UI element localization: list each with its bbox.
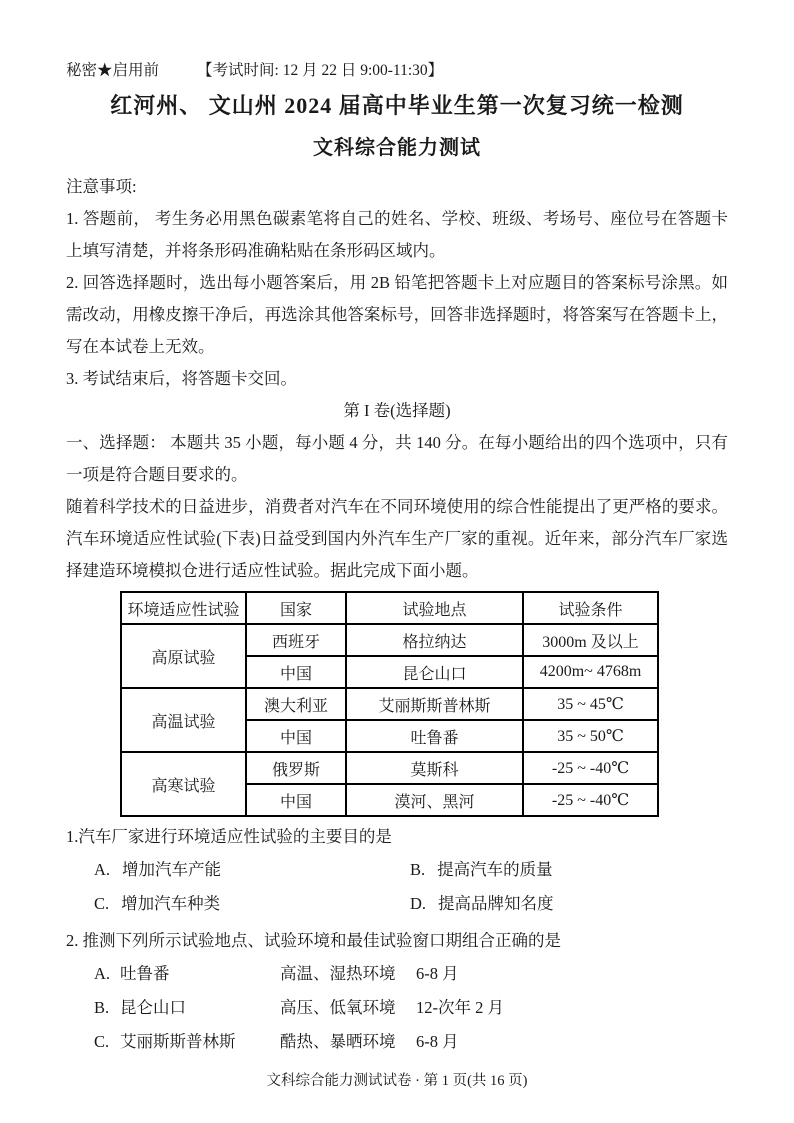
notice-item-3: 3. 考试结束后，将答题卡交回。: [66, 369, 297, 388]
option-window: 6-8 月: [416, 964, 459, 983]
test-type-cell: 高寒试验: [121, 752, 246, 816]
notice-heading: 注意事项:: [66, 177, 137, 196]
page-footer: 文科综合能力测试试卷 · 第 1 页(共 16 页): [266, 1073, 528, 1089]
option-environment: 酷热、暴晒环境: [280, 1032, 396, 1051]
location-cell: 昆仑山口: [346, 656, 523, 688]
notice-item-2: 2. 回答选择题时，选出每小题答案后，用 2B 铅笔把答题卡上对应题目的答案标号涂黑。如需改动，用橡皮擦干净后，再选涂其他答案标号，回答非选择题时，将答案写在答题卡上，写在本试卷上无效。: [66, 273, 728, 356]
question-1-stem: 1.汽车厂家进行环境适应性试验的主要目的是: [66, 827, 392, 846]
table-header-location: 试验地点: [346, 592, 523, 624]
location-cell: 吐鲁番: [346, 720, 523, 752]
option-label: B.: [410, 860, 426, 879]
condition-cell: 35 ~ 50℃: [523, 720, 658, 752]
table-header-row: [121, 592, 658, 624]
location-cell: 莫斯科: [346, 752, 523, 784]
option-window: 12-次年 2 月: [416, 998, 504, 1017]
option-window: 6-8 月: [416, 1032, 459, 1051]
table-header-test: 环境适应性试验: [121, 592, 246, 624]
option-b: [410, 853, 728, 887]
table-header-country: 国家: [246, 592, 346, 624]
condition-cell: 3000m 及以上: [523, 624, 658, 656]
question-2-options: [94, 957, 728, 1059]
table-header-condition: 试验条件: [523, 592, 658, 624]
section-intro: 一、选择题： 本题共 35 小题，每小题 4 分，共 140 分。在每小题给出的四个选项中，只有一项是符合题目要求的。: [66, 433, 728, 484]
location-cell: 艾丽斯斯普林斯: [346, 688, 523, 720]
question-2-stem: 2. 推测下列所示试验地点、试验环境和最佳试验窗口期组合正确的是: [66, 931, 561, 950]
option-label: C.: [94, 894, 110, 913]
option-place: 吐鲁番: [120, 964, 170, 983]
exam-time-label: 【考试时间: 12 月 22 日 9:00-11:30】: [197, 62, 444, 79]
section-title: 第 I 卷(选择题): [343, 401, 451, 420]
option-label: C.: [94, 1032, 110, 1051]
page-header: [66, 58, 728, 82]
test-type-cell: 高温试验: [121, 688, 246, 752]
option-place: 艾丽斯斯普林斯: [120, 1032, 236, 1051]
condition-cell: -25 ~ -40℃: [523, 752, 658, 784]
condition-cell: 35 ~ 45℃: [523, 688, 658, 720]
country-cell: 中国: [246, 720, 346, 752]
country-cell: 西班牙: [246, 624, 346, 656]
option-environment: 高压、低氧环境: [280, 998, 396, 1017]
notice-item-1: 1. 答题前， 考生务必用黑色碳素笔将自己的姓名、学校、班级、考场号、座位号在答题卡上填写清楚，并将条形码准确粘贴在条形码区域内。: [66, 209, 728, 260]
option-c: [94, 887, 410, 921]
country-cell: 澳大利亚: [246, 688, 346, 720]
country-cell: 俄罗斯: [246, 752, 346, 784]
option-text: 提高品牌知名度: [438, 894, 554, 913]
table-row: [121, 752, 658, 784]
experiment-table: [120, 591, 659, 817]
option-label: A.: [94, 860, 111, 879]
option-label: A.: [94, 964, 111, 983]
question-passage: 随着科学技术的日益进步，消费者对汽车在不同环境使用的综合性能提出了更严格的要求。汽车环境适应性试验(下表)日益受到国内外汽车生产厂家的重视。近年来，部分汽车厂家选择建造环境模拟仓进行适应性试验。据此完成下面小题。: [66, 497, 728, 580]
exam-subtitle: 文科综合能力测试: [313, 137, 481, 159]
test-type-cell: 高原试验: [121, 624, 246, 688]
condition-cell: -25 ~ -40℃: [523, 784, 658, 816]
option-text: 提高汽车的质量: [437, 860, 553, 879]
option-place: 昆仑山口: [120, 998, 186, 1017]
condition-cell: 4200m~ 4768m: [523, 656, 658, 688]
option-text: 增加汽车产能: [122, 860, 222, 879]
table-row: [121, 624, 658, 656]
secrecy-label: 秘密★启用前: [66, 62, 160, 79]
location-cell: 漠河、黑河: [346, 784, 523, 816]
option-environment: 高温、湿热环境: [280, 964, 396, 983]
question-1-options: [94, 853, 728, 921]
country-cell: 中国: [246, 784, 346, 816]
country-cell: 中国: [246, 656, 346, 688]
table-row: [121, 688, 658, 720]
option-label: B.: [94, 998, 110, 1017]
option-text: 增加汽车种类: [121, 894, 221, 913]
location-cell: 格拉纳达: [346, 624, 523, 656]
option-a: [94, 853, 410, 887]
option-label: D.: [410, 894, 427, 913]
option-d: [410, 887, 728, 921]
exam-title: 红河州、 文山州 2024 届高中毕业生第一次复习统一检测: [110, 93, 684, 118]
